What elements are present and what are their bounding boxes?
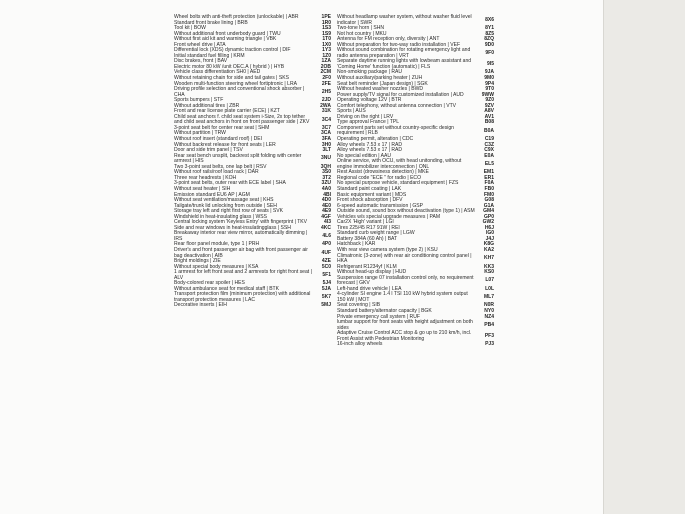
equipment-description: Alloy wheels 7.53 x 17 | RAD [337, 147, 402, 154]
equipment-code: ER1 [484, 174, 494, 181]
equipment-code: G08 [484, 197, 494, 204]
equipment-code: FB0 [484, 185, 494, 192]
equipment-description: No special edition | AAU [337, 152, 392, 159]
equipment-code: KK3 [483, 263, 494, 270]
equipment-code: 5C0 [321, 263, 331, 270]
equipment-description: Standard curb weight range | LGW [337, 230, 415, 237]
equipment-description: Sports | AUS [337, 108, 366, 115]
equipment-code: J4J [485, 235, 494, 242]
equipment-description: 1 armrest for left front seat and 2 armrests for right front seat | ALV [174, 269, 312, 281]
equipment-description: Without backrest release for front seats | LER [174, 141, 276, 148]
equipment-description: Outside sound, sound box without deactivation (type 1) | ASM [337, 208, 475, 215]
equipment-description: Without heated washer nozzles | BWD [337, 86, 424, 93]
equipment-code: 4KC [320, 224, 331, 231]
equipment-code: 1Y3 [322, 47, 331, 54]
equipment-code: KH7 [483, 255, 494, 262]
equipment-code: 2F0 [322, 75, 331, 82]
equipment-code: PB4 [484, 321, 494, 328]
equipment-code: GM4 [483, 208, 494, 215]
equipment-column-left [174, 15, 331, 348]
equipment-description: Refrigerant R1234yf | KLM [337, 263, 397, 270]
equipment-description: Child seat anchors f. child seat system i-Size, 2x top tether and child seat anchors in front on front passenger side | ZKV [174, 113, 310, 126]
equipment-code: 1R0 [321, 19, 331, 26]
equipment-row [337, 342, 494, 348]
equipment-description: With rear view camera system (type 2) | KSU [337, 246, 438, 253]
equipment-code: 4BI [323, 191, 331, 198]
equipment-description: Without seat heater | SIH [174, 185, 231, 192]
equipment-code: 4P0 [322, 241, 331, 248]
equipment-code: IG0 [485, 230, 494, 237]
equipment-code: 4I3 [324, 219, 331, 226]
equipment-code: 1S9 [322, 30, 331, 37]
equipment-description: Without additional front underbody guard | TWU [174, 30, 281, 37]
equipment-description: Rear seat bench unsplit, backrest split folding with center armrest | HIS [174, 152, 302, 165]
equipment-code: 3T2 [322, 174, 331, 181]
equipment-description: Comfort telephony, without antenna connection | VTV [337, 102, 457, 109]
equipment-code: GW2 [482, 219, 494, 226]
equipment-code: FM0 [484, 191, 494, 198]
equipment-description: Alloy wheels 7.53 x 17 | RAD [337, 141, 402, 148]
equipment-code: GP0 [483, 213, 494, 220]
equipment-code: 9D0 [484, 41, 494, 48]
equipment-description: Not hot country | MKU [337, 30, 387, 37]
equipment-code: 2H5 [321, 88, 331, 95]
equipment-code: 5J4 [322, 280, 331, 287]
equipment-description: Climatronic (3-zone) with rear air conditioning control panel | HKA [337, 252, 472, 265]
equipment-description: Regional code "ECE " for radio | ECO [337, 174, 422, 181]
equipment-code: 4A0 [321, 185, 331, 192]
equipment-description: Door and side trim panel | TSV [174, 147, 243, 154]
equipment-description: Tires 225/45 R17 91W | REI [337, 224, 400, 231]
equipment-code: L07 [485, 277, 494, 284]
equipment-code: G1A [483, 202, 494, 209]
equipment-code: 1X0 [322, 41, 331, 48]
equipment-description: Operating permit, alteration | CDC [337, 136, 414, 143]
equipment-code: 1PE [321, 14, 331, 20]
equipment-code: PJ3 [485, 341, 494, 348]
equipment-description: Without sound combination for rotating emergency light and radio antenna preparation | VRT [337, 47, 471, 59]
equipment-code: 8Y1 [485, 25, 494, 32]
equipment-code: 4L6 [322, 233, 331, 240]
equipment-description: Three rear headrests | KOH [174, 174, 237, 181]
equipment-code: 1ZA [321, 58, 331, 65]
equipment-description: Rear floor panel module, type 1 | PRH [174, 241, 260, 248]
equipment-description: Emission standard EU6 AP | AGM [174, 191, 250, 198]
equipment-code: C19 [484, 136, 494, 143]
equipment-description: Tool kit | BOW [174, 25, 206, 32]
equipment-code: 1S3 [322, 25, 331, 32]
equipment-description: Online service, with OCU, with head unitonding, without engine immobilizer interconnection | ONL [337, 158, 462, 170]
equipment-code: 2CM [320, 69, 331, 76]
equipment-description: Two-tone horn | SHN [337, 25, 385, 32]
equipment-description: Adaptive Cruise Control ACC stop & go up to 210 km/h, incl. Front Assist with Pedestrian Monitoring [337, 330, 472, 342]
equipment-row [174, 303, 331, 309]
equipment-code: 3C4 [321, 116, 331, 123]
equipment-code: 4UF [321, 249, 331, 256]
equipment-code: 3FA [321, 136, 331, 143]
equipment-description: Basic equipment variant | MDS [337, 191, 407, 198]
equipment-code: E0A [484, 152, 494, 159]
equipment-description: Central locking system 'Keyless Entry' with fingerprint | TKV [174, 219, 308, 226]
equipment-description: Vehicles w/s special upgrade measures | PAM [337, 213, 441, 220]
equipment-code: 1Z0 [322, 52, 331, 59]
equipment-description: Wheel bolts with anti-theft protection (unlockable) | ABR [174, 14, 299, 20]
equipment-description: Without head-up display | HUD [337, 269, 407, 276]
equipment-description: Body-colored rear spoiler | HES [174, 280, 245, 287]
equipment-code: 9T0 [485, 86, 494, 93]
equipment-description: Driving profile selection and conventional shock absorber | CHA [174, 86, 305, 98]
equipment-description: Without roof insert (standard roof) | DEI [174, 136, 262, 143]
equipment-code: C9X [484, 147, 494, 154]
equipment-code: 9JA [484, 69, 494, 76]
equipment-code: 3QH [320, 163, 331, 170]
equipment-description: Type approval France | TPL [337, 119, 400, 126]
equipment-code: 3H0 [321, 141, 331, 148]
equipment-code: 2WA [320, 102, 331, 109]
equipment-description: Breakaway interior rear view mirror, automatically dimming | IRS [174, 230, 308, 242]
equipment-code: EL5 [484, 160, 494, 167]
equipment-code: NZ4 [484, 313, 494, 320]
equipment-description: Driving on the right | LRV [337, 113, 394, 120]
equipment-description: Transport protection film (minimum protection) with additional transport protection measures | LAC [174, 291, 311, 303]
equipment-code: 9ZV [484, 102, 494, 109]
equipment-code: 5K7 [321, 294, 331, 301]
equipment-description: Front and rear license plate carrier (ECE) | KZT [174, 108, 280, 115]
equipment-description: Disc brakes, front | BAV [174, 58, 228, 65]
equipment-description: Without ambulance seat for medical staff | BTK [174, 285, 280, 292]
equipment-code: 3S0 [322, 169, 331, 176]
equipment-description: Front wheel drive | ATA [174, 41, 226, 48]
equipment-description: No special purpose vehicle, standard equipment | FZS [337, 180, 459, 187]
equipment-code: 5F1 [322, 271, 331, 278]
equipment-description: Without special body measures | KSA [174, 263, 259, 270]
equipment-code: 9P4 [485, 80, 494, 87]
equipment-description: Seat covering | SIB [337, 302, 381, 309]
equipment-code: 9I5 [487, 61, 494, 68]
equipment-description: Without retaining chain for side and tail gates | SKS [174, 75, 289, 82]
equipment-description: Standard front brake lining | BRB [174, 19, 248, 26]
equipment-description: Without auxiliary/parking heater | ZUH [337, 75, 423, 82]
equipment-description: Windshield in heat-insulating glass | WSS [174, 213, 268, 220]
equipment-description: Storage tray left and right first row of seats | SVK [174, 208, 284, 215]
equipment-description: Non-smoking package | RAU [337, 69, 402, 76]
equipment-description: Without first aid kit and warning triangle | VBK [174, 36, 277, 43]
equipment-code-list [174, 15, 603, 348]
equipment-code: 5JA [321, 285, 331, 292]
equipment-code: NY0 [484, 307, 494, 314]
equipment-code: 2FE [321, 80, 331, 87]
equipment-description: Bright moldings | ZIE [174, 258, 221, 265]
equipment-description: Two 3-point seat belts, one lap belt | RSV [174, 163, 267, 170]
equipment-description: Front shock absorption | DFV [337, 197, 403, 204]
equipment-code: 9WW [481, 91, 494, 98]
equipment-description: 16-inch alloy wheels [337, 341, 383, 348]
equipment-code: ML7 [484, 294, 494, 301]
equipment-code: 4ZE [321, 258, 331, 265]
equipment-description: Standard battery/alternator capacity | BGK [337, 307, 432, 314]
equipment-description: Private emergency call system | RUF [337, 313, 420, 320]
equipment-code: 4GF [321, 213, 331, 220]
equipment-description: Standard paint coating | LAK [337, 185, 402, 192]
equipment-description: Without additional tires | ZBR [174, 102, 240, 109]
equipment-code: A8V [484, 108, 494, 115]
equipment-description: 3-point seat belt for center rear seat | SHM [174, 124, 270, 131]
equipment-code: 9F0 [485, 50, 494, 57]
equipment-code: KA2 [483, 246, 494, 253]
equipment-code: AV1 [484, 113, 494, 120]
equipment-code: 4E9 [322, 208, 331, 215]
equipment-description: Side and rear windows in heat-insulatingglass | SSH [174, 224, 291, 231]
equipment-code: 4D0 [321, 197, 331, 204]
equipment-description: Rest Assist (drowsiness detection) | MKE [337, 169, 429, 176]
equipment-code: 9M0 [484, 75, 494, 82]
equipment-description: Vehicle class differentiation SH0 | AED [174, 69, 261, 76]
equipment-code: 31K [321, 108, 331, 115]
equipment-description: Without preparation for two-way radio installation | VEF [337, 41, 461, 48]
equipment-description: Antenna for FM reception only, diversity | ANT [337, 36, 440, 43]
equipment-description: Battery 384A (60 Ah) | BAT [337, 235, 398, 242]
equipment-code: PF3 [484, 332, 494, 339]
equipment-code: H6J [484, 224, 494, 231]
equipment-code: N0R [483, 302, 494, 309]
equipment-code: 2OB [320, 63, 331, 70]
equipment-code: 4E0 [322, 202, 331, 209]
equipment-description: Suspension range 07 installation control only, no requirement forecast | GKV [337, 274, 474, 287]
equipment-description: Differential lock (XDS) dynamic traction control | DIF [174, 47, 291, 54]
equipment-description: Left-hand drive vehicle | LEA [337, 285, 402, 292]
equipment-description: Tailgate/trunk lid unlocking from outside | SEH [174, 202, 277, 209]
equipment-code: C3Z [484, 141, 494, 148]
equipment-description: Component parts set without country-specific design requirement | RLB [337, 124, 454, 137]
equipment-code: 8Z5 [485, 30, 494, 37]
equipment-code: 3C7 [321, 124, 331, 131]
equipment-description: Electric motor 80 kW /unit OEC.A ( hybrid ) | HYB [174, 63, 285, 70]
equipment-code: L0L [485, 285, 494, 292]
equipment-code: F0A [484, 180, 494, 187]
equipment-code: KS0 [484, 269, 494, 276]
equipment-description: Seat belt reminder (Japan design) | SGK [337, 80, 428, 87]
equipment-code: 3ZU [321, 180, 331, 187]
equipment-description: 3-point seat belts, outer rear with ECE label | SHA [174, 180, 286, 187]
equipment-description: Separate daytime running lights with lowbeam assistant and 'Coming Home' function (automatic) | FLS [337, 58, 472, 70]
equipment-code: 5MJ [321, 302, 331, 309]
equipment-code: 8X6 [485, 16, 494, 23]
equipment-row [337, 254, 494, 265]
equipment-code: 8ZQ [484, 36, 494, 43]
equipment-description: 6-speed automatic transmission | GSP [337, 202, 424, 209]
equipment-description: Wooden multi-function steering wheel fortiptronic | LRA [174, 80, 297, 87]
equipment-description: Car2X 'High' variant | LGI [337, 219, 394, 226]
equipment-description: lumbar support for front seats with height adjustment on both sides [337, 319, 473, 331]
equipment-code: 1T0 [322, 36, 331, 43]
equipment-code: EM1 [483, 169, 494, 176]
equipment-code: 3CA [320, 130, 331, 137]
equipment-code: B08 [484, 119, 494, 126]
equipment-description: Operating voltage 12V | BTR [337, 97, 402, 104]
equipment-code: B0A [483, 127, 494, 134]
equipment-description: Decorative inserts | EIH [174, 302, 227, 309]
equipment-description: Without partition | TRW [174, 130, 226, 137]
equipment-code: K8G [483, 241, 494, 248]
equipment-description: Hatchback | KAR [337, 241, 376, 248]
equipment-description: Without headlamp washer system, without washer fluid level indicator | SWR [337, 14, 472, 26]
equipment-description: Sports bumpers | STF [174, 97, 224, 104]
equipment-code: 2JD [321, 97, 331, 104]
equipment-code: 3NU [320, 155, 331, 162]
equipment-description: 4-cylinder SI engine 1.4 l TSI 110 kW hybrid system output 150 kW | MOT [337, 291, 468, 303]
equipment-description: Driver's and front passenger air bag with front passenger air bag deactivation | AIB [174, 246, 308, 259]
equipment-code: 3LT [322, 147, 331, 154]
equipment-column-right [337, 15, 494, 348]
equipment-description: Without seat ventilation/massage seat | KHS [174, 197, 274, 204]
equipment-description: Power supply/TV signal for customized installation | AUD [337, 91, 464, 98]
equipment-description: Initial standard fuel filling | KRM [174, 52, 245, 59]
equipment-code: 9Z0 [485, 97, 494, 104]
equipment-description: Without roof rails/roof load rack | DAR [174, 169, 259, 176]
